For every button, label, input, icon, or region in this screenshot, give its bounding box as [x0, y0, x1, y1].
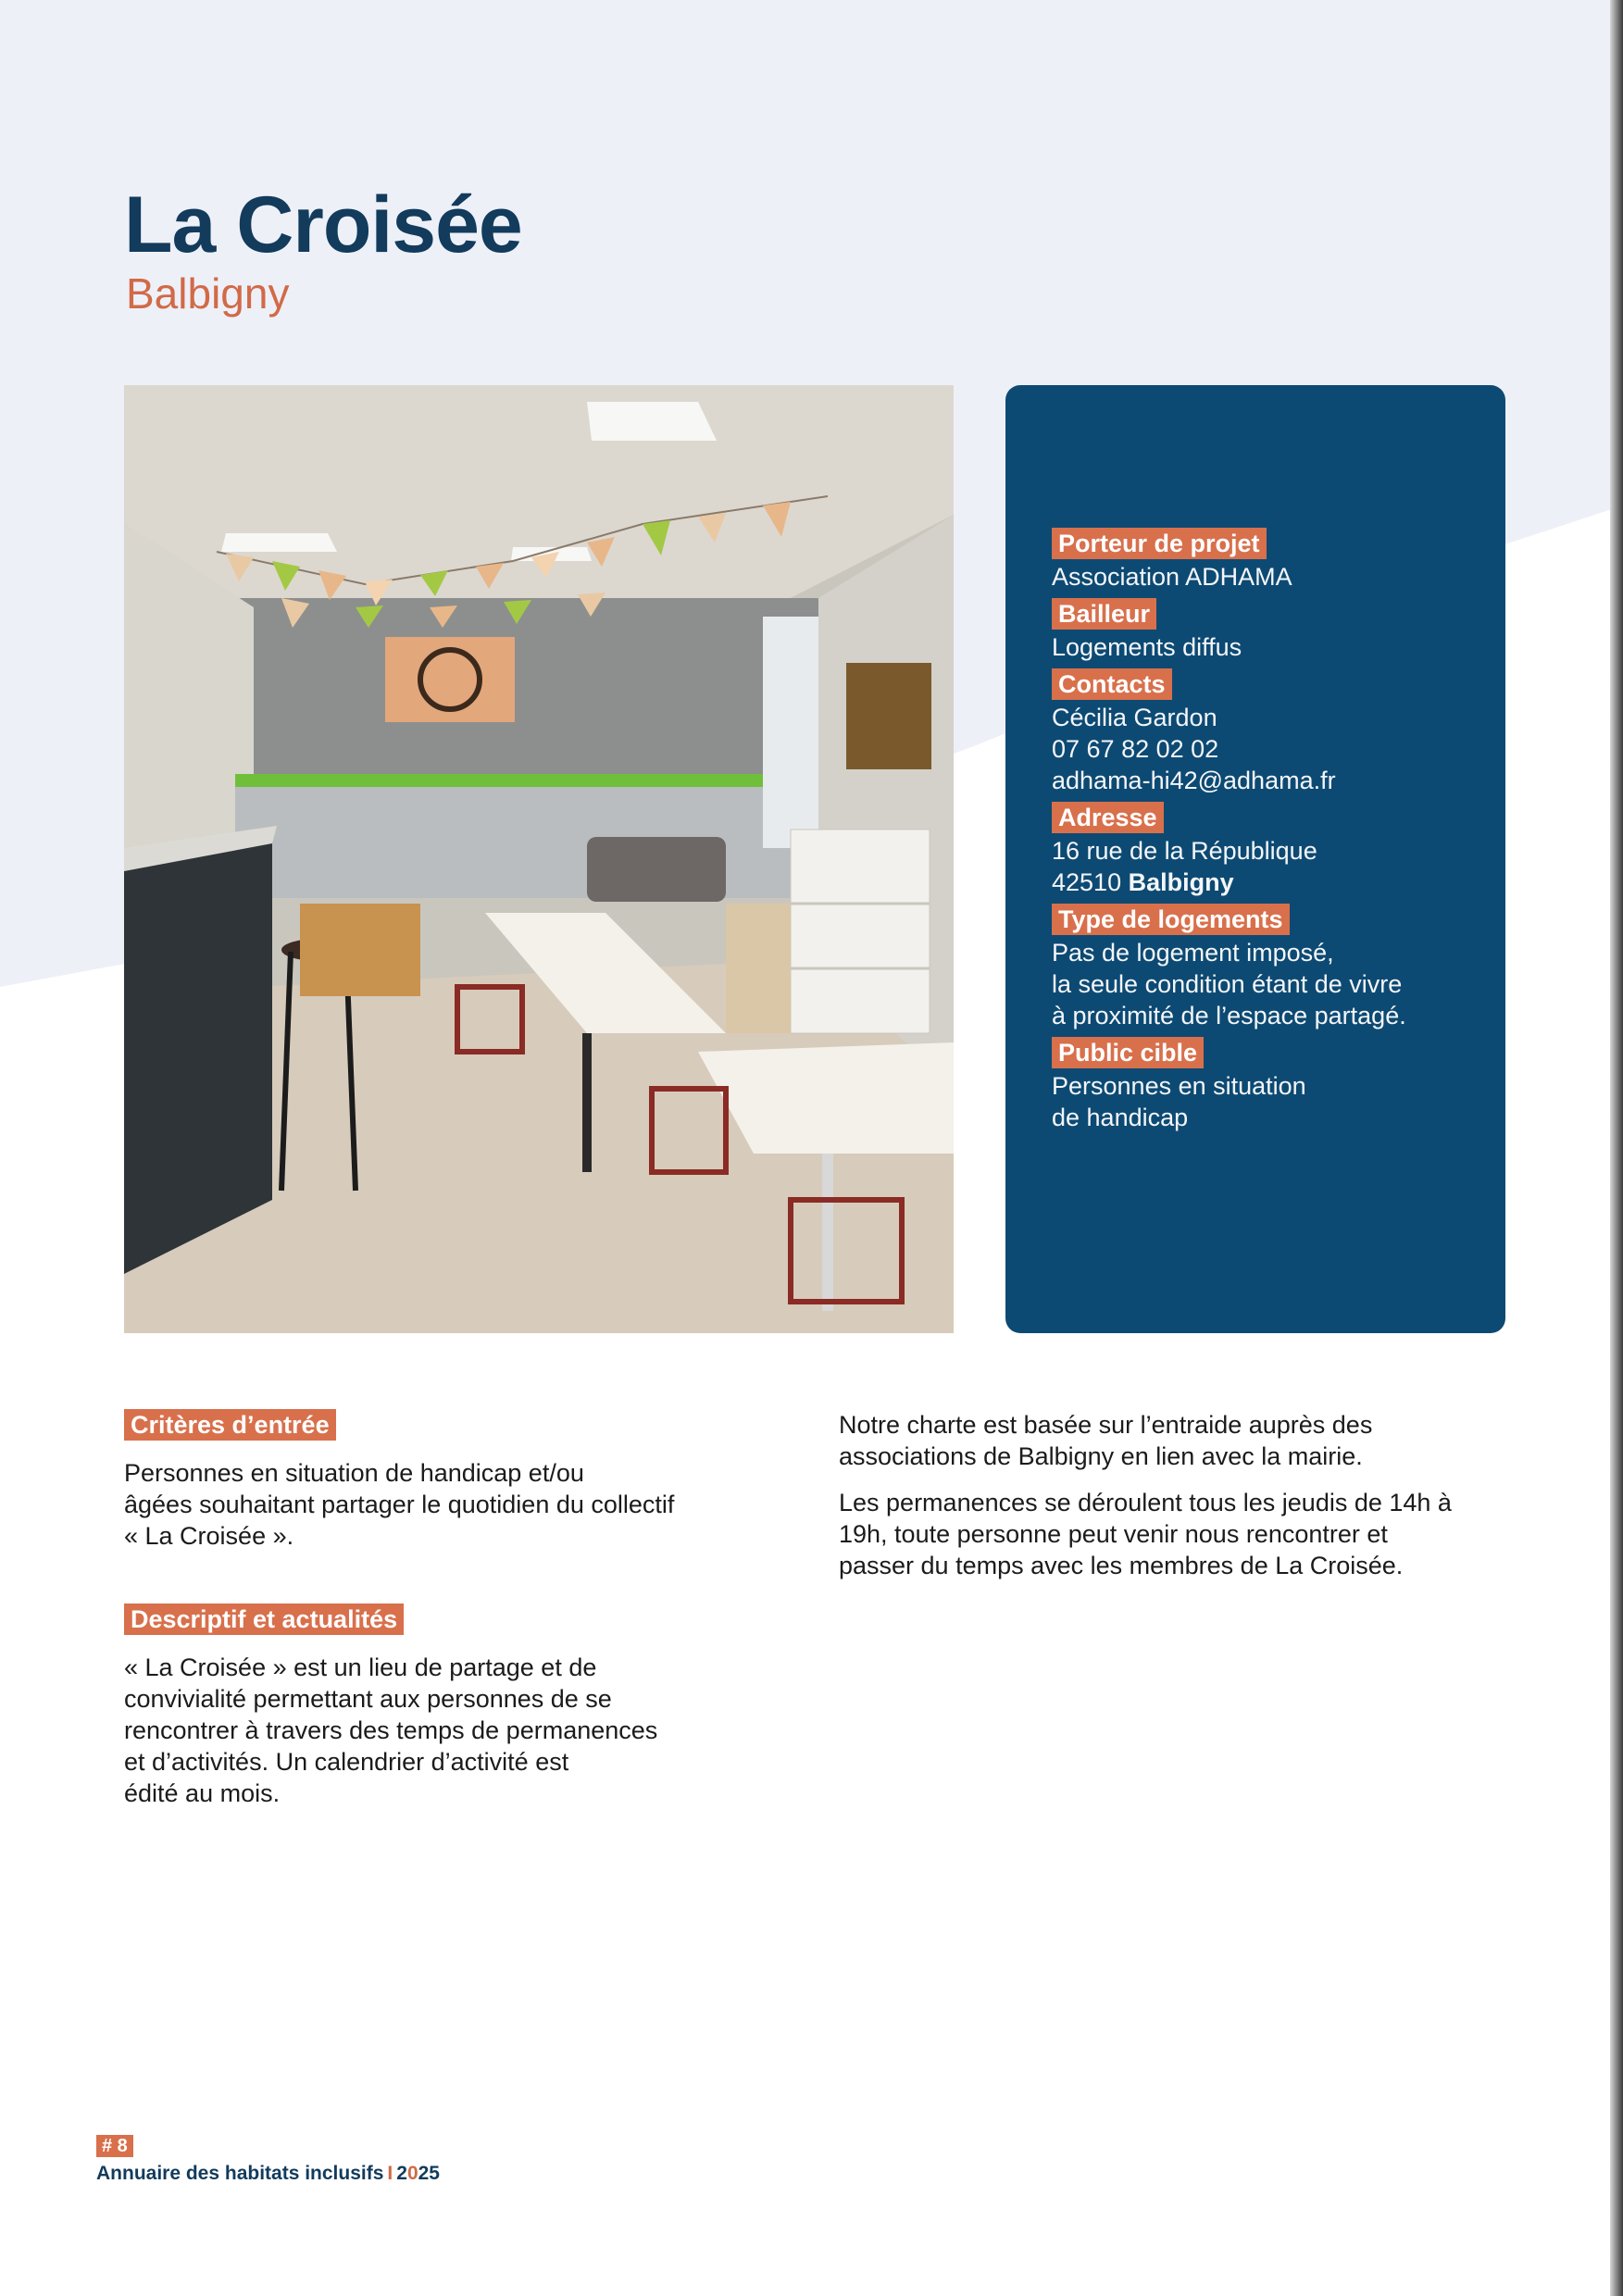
contact-name: Cécilia Gardon — [1052, 704, 1217, 731]
address-city-line — [1052, 867, 1468, 898]
info-bailleur — [1052, 598, 1468, 663]
type-line-1: Pas de logement imposé, — [1052, 939, 1334, 967]
permanences-paragraph — [839, 1487, 1487, 1581]
contact-phone[interactable]: 07 67 82 02 02 — [1052, 735, 1219, 763]
public-line-2: de handicap — [1052, 1104, 1189, 1131]
right-column — [839, 1409, 1487, 1596]
criteres-section — [124, 1409, 772, 1552]
descriptif-line-1: « La Croisée » est un lieu de partage et de — [124, 1653, 597, 1681]
descriptif-line-3: rencontrer à travers des temps de permanences — [124, 1716, 658, 1744]
charte-paragraph — [839, 1409, 1487, 1472]
info-card — [1005, 385, 1505, 1333]
info-type — [1052, 904, 1468, 1031]
criteres-line-2: âgées souhaitant partager le quotidien du collectif — [124, 1491, 675, 1518]
label-adresse: Adresse — [1052, 802, 1164, 833]
descriptif-line-5: édité au mois. — [124, 1779, 281, 1807]
permanences-line-2: 19h, toute personne peut venir nous rencontrer et — [839, 1520, 1388, 1548]
year-part-1: 2 — [396, 2163, 407, 2184]
descriptif-line-2: convivialité permettant aux personnes de se — [124, 1685, 612, 1713]
porteur-value: Association ADHAMA — [1052, 563, 1292, 591]
info-contacts — [1052, 668, 1468, 796]
footer-separator: I — [387, 2163, 393, 2184]
type-line-3: à proximité de l’espace partagé. — [1052, 1002, 1406, 1029]
year-part-2: 0 — [406, 2163, 418, 2184]
permanences-line-1: Les permanences se déroulent tous les jeudis de 14h à — [839, 1489, 1452, 1516]
permanences-line-3: passer du temps avec les membres de La Croisée. — [839, 1552, 1404, 1579]
left-column — [124, 1409, 772, 1861]
label-contacts: Contacts — [1052, 668, 1172, 700]
bailleur-value: Logements diffus — [1052, 633, 1242, 661]
page-title: La Croisée — [124, 181, 522, 269]
descriptif-line-4: et d’activités. Un calendrier d’activité est — [124, 1748, 569, 1776]
page-subtitle: Balbigny — [126, 269, 290, 318]
criteres-text — [124, 1457, 772, 1552]
page-footer — [96, 2135, 440, 2185]
label-bailleur: Bailleur — [1052, 598, 1156, 630]
label-public: Public cible — [1052, 1037, 1204, 1068]
info-porteur — [1052, 528, 1468, 593]
address-street: 16 rue de la République — [1052, 837, 1317, 865]
descriptif-text — [124, 1652, 772, 1809]
descriptif-section — [124, 1603, 772, 1809]
info-public — [1052, 1037, 1468, 1133]
descriptif-heading: Descriptif et actualités — [124, 1603, 404, 1635]
label-porteur: Porteur de projet — [1052, 528, 1267, 559]
contact-email[interactable]: adhama-hi42@adhama.fr — [1052, 767, 1336, 794]
charte-line-2: associations de Balbigny en lien avec la mairie. — [839, 1442, 1363, 1470]
page-number: # 8 — [96, 2135, 133, 2157]
publication-title: Annuaire des habitats inclusifs — [96, 2163, 384, 2184]
address-postcode: 42510 — [1052, 868, 1122, 896]
type-line-2: la seule condition étant de vivre — [1052, 970, 1403, 998]
public-line-1: Personnes en situation — [1052, 1072, 1306, 1100]
info-adresse — [1052, 802, 1468, 898]
label-type: Type de logements — [1052, 904, 1290, 935]
publication-year — [396, 2163, 440, 2184]
address-city: Balbigny — [1128, 868, 1234, 896]
year-part-3: 25 — [418, 2163, 440, 2184]
criteres-heading: Critères d’entrée — [124, 1409, 336, 1441]
charte-line-1: Notre charte est basée sur l’entraide auprès des — [839, 1411, 1373, 1439]
footer-publication-line — [96, 2163, 440, 2185]
criteres-line-1: Personnes en situation de handicap et/ou — [124, 1459, 584, 1487]
common-room-photo — [124, 385, 954, 1333]
scan-edge — [1610, 0, 1623, 2296]
criteres-line-3: « La Croisée ». — [124, 1522, 294, 1550]
